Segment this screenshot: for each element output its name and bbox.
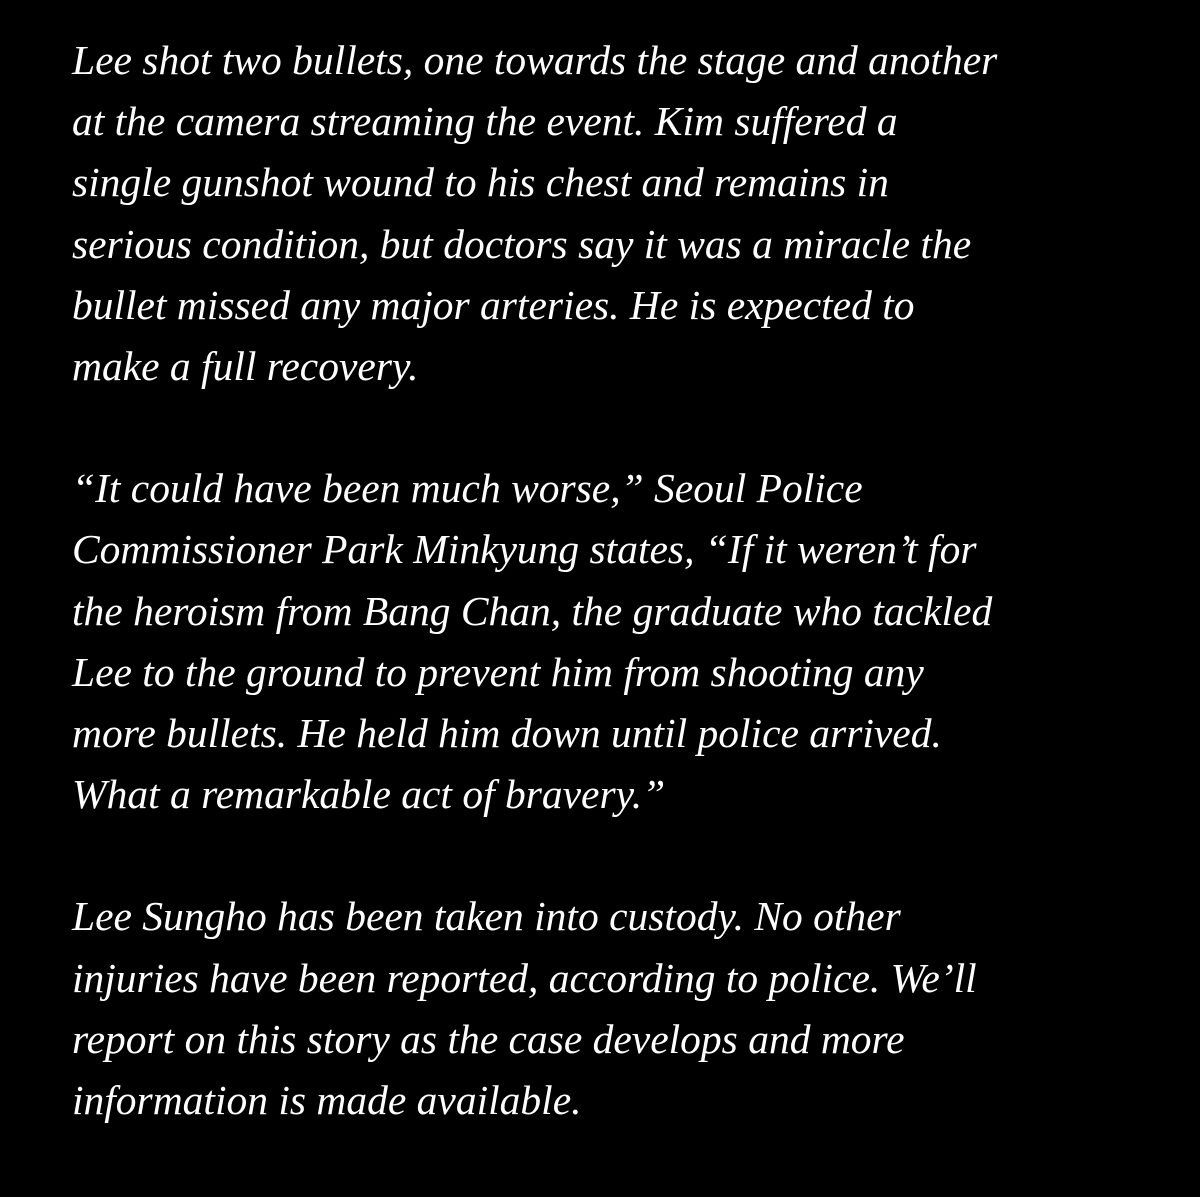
article-body [72,30,1172,1131]
text-line: bullet missed any major arteries. He is expected to [72,281,915,328]
text-line: What a remarkable act of bravery.” [72,771,666,818]
text-line: injuries have been reported, according to police. We’ll [72,954,977,1001]
text-line: more bullets. He held him down until police arrived. [72,710,942,757]
paragraph-spacer [72,825,1172,886]
text-line: Lee to the ground to prevent him from shooting any [72,648,924,695]
paragraph-shooting-details [72,30,1172,397]
text-line: report on this story as the case develops and more [72,1015,905,1062]
text-line: the heroism from Bang Chan, the graduate who tackled [72,587,993,634]
text-line: at the camera streaming the event. Kim suffered a [72,98,898,145]
text-line: serious condition, but doctors say it was a miracle the [72,220,972,267]
text-line: information is made available. [72,1077,582,1124]
paragraph-custody-update [72,886,1172,1131]
text-line: “It could have been much worse,” Seoul Police [72,465,863,512]
text-line: Lee Sungho has been taken into custody. No other [72,893,901,940]
paragraph-police-quote [72,458,1172,825]
paragraph-spacer [72,397,1172,458]
text-line: single gunshot wound to his chest and remains in [72,159,889,206]
text-line: Commissioner Park Minkyung states, “If it weren’t for [72,526,977,573]
text-line: make a full recovery. [72,343,419,390]
text-line: Lee shot two bullets, one towards the stage and another [72,37,998,83]
